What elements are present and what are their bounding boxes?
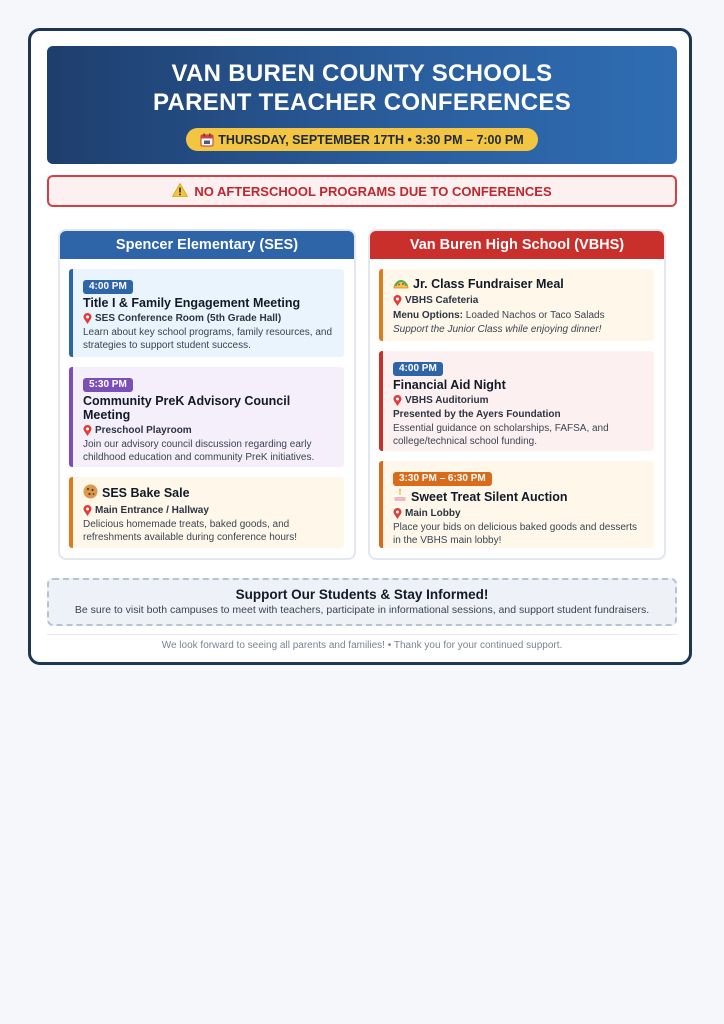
support-text: Be sure to visit both campuses to meet with teachers, participate in informational sessions, and support student fundraisers. [74,604,650,616]
event-title: Financial Aid Night [393,378,506,392]
event-location [393,394,646,407]
event-card-bake-sale [69,477,344,548]
time-badge: 5:30 PM [83,378,133,392]
location-text: VBHS Cafeteria [405,295,479,306]
location-text: Main Entrance / Hallway [95,505,209,516]
pin-icon [393,395,402,406]
cake-icon [393,488,407,505]
calendar-icon [200,133,214,147]
pin-icon [393,295,402,306]
menu-text: Loaded Nachos or Taco Salads [465,310,605,321]
event-description: Join our advisory council discussion regarding early childhood education and community PreK initiatives. [83,439,315,463]
event-description: Learn about key school programs, family resources, and strategies to support student success. [83,327,333,351]
event-title: Community PreK Advisory Council Meeting [83,394,291,422]
vbhs-column [368,229,666,560]
event-title-text: Jr. Class Fundraiser Meal [413,277,564,291]
event-description: Essential guidance on scholarships, FAFSA, and college/technical school funding. [393,423,609,447]
note-text: Support the Junior Class while enjoying dinner! [393,324,602,335]
location-text: Preschool Playroom [95,425,192,436]
event-title-text: SES Bake Sale [102,486,190,500]
event-title [83,484,336,502]
event-title: Title I & Family Engagement Meeting [83,296,301,310]
vbhs-column-title: Van Buren High School (VBHS) [370,231,664,259]
event-location [393,507,646,520]
pin-icon [83,313,92,324]
taco-icon [393,276,409,292]
event-note [393,323,646,336]
event-title-text: Sweet Treat Silent Auction [411,489,568,504]
time-badge: 3:30 PM – 6:30 PM [393,472,492,486]
page-title [47,46,677,117]
no-afterschool-alert [47,175,677,207]
flyer-frame [28,28,692,665]
pin-icon [83,505,92,516]
location-text: Main Lobby [405,508,461,519]
event-card-prek-council [69,367,344,467]
event-title [393,276,646,292]
location-text: SES Conference Room (5th Grade Hall) [95,313,282,324]
event-description: Delicious homemade treats, baked goods, and refreshments available during conference hours! [83,519,298,543]
event-card-jr-class-meal [379,269,654,341]
event-card-financial-aid [379,351,654,451]
support-banner [47,578,677,626]
alert-text: NO AFTERSCHOOL PROGRAMS DUE TO CONFERENCES [194,183,552,199]
footer-text: We look forward to seeing all parents and families! • Thank you for your continued support. [161,640,563,651]
cookie-icon [83,484,98,502]
support-title: Support Our Students & Stay Informed! [235,587,489,602]
location-text: VBHS Auditorium [405,395,489,406]
event-location [83,504,336,517]
ses-column [58,229,356,560]
event-location [393,294,646,307]
time-badge: 4:00 PM [83,280,133,294]
time-badge: 4:00 PM [393,362,443,376]
ses-column-title: Spencer Elementary (SES) [60,231,354,259]
title-line-2: PARENT TEACHER CONFERENCES [152,89,572,116]
event-card-title-i [69,269,344,357]
header-banner [47,46,677,164]
menu-options [393,309,646,322]
pin-icon [83,425,92,436]
warning-icon [172,183,188,200]
event-card-silent-auction [379,461,654,548]
event-location [83,312,336,325]
presenter: Presented by the Ayers Foundation [393,409,561,420]
event-title [393,488,646,505]
menu-label: Menu Options: [393,310,463,321]
event-location [83,424,336,437]
title-line-1: VAN BUREN COUNTY SCHOOLS [171,60,553,87]
date-time-text: THURSDAY, SEPTEMBER 17TH • 3:30 PM – 7:00 PM [218,132,524,147]
divider [47,634,677,635]
pin-icon [393,508,402,519]
event-description: Place your bids on delicious baked goods and desserts in the VBHS main lobby! [393,522,638,546]
date-time-badge [186,128,537,151]
